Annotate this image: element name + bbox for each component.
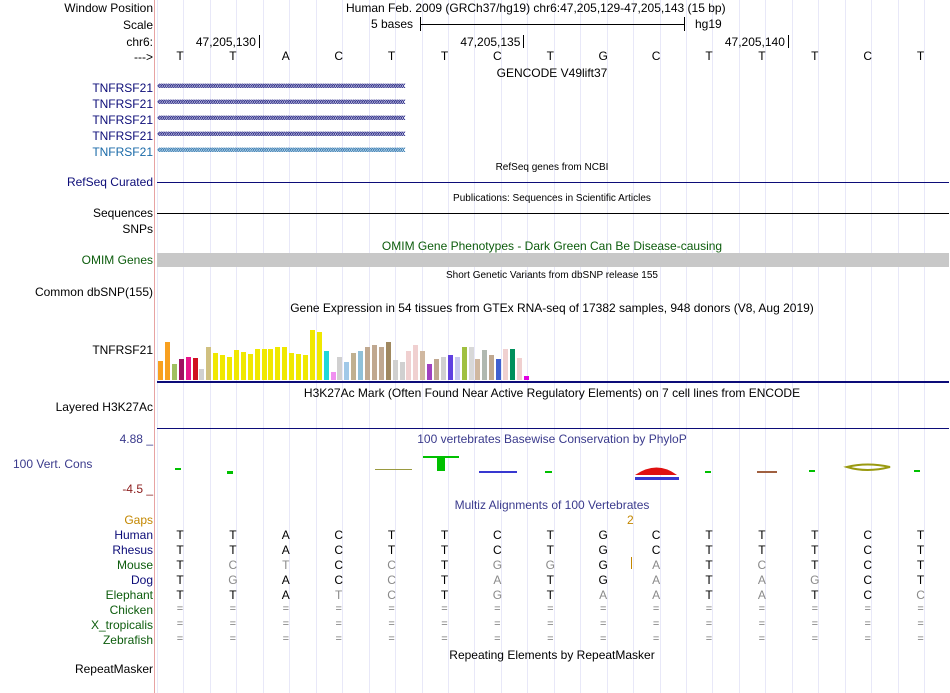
aligned-base: T	[811, 558, 819, 572]
phylop-max-label: 4.88 _	[119, 432, 153, 446]
reference-base: C	[493, 49, 502, 63]
gencode-gene-label[interactable]: TNFRSF21	[92, 145, 153, 159]
assembly-position-text: Human Feb. 2009 (GRCh37/hg19) chr6:47,205,129-47,205,143 (15 bp)	[346, 1, 726, 15]
aligned-base: T	[705, 543, 713, 557]
reference-base: T	[811, 49, 819, 63]
gtex-tissue-bar[interactable]	[489, 355, 494, 380]
aligned-base: A	[493, 573, 502, 587]
gtex-tissue-bar[interactable]	[496, 359, 501, 380]
aligned-base: A	[652, 558, 661, 572]
aligned-base: =	[335, 618, 342, 630]
phylop-wiggle[interactable]	[157, 450, 949, 486]
reference-base: G	[598, 49, 608, 63]
aligned-base: C	[916, 588, 925, 602]
gtex-tissue-bar[interactable]	[400, 362, 405, 380]
aligned-base: T	[176, 543, 184, 557]
aligned-base: T	[758, 543, 766, 557]
aligned-base: C	[651, 543, 661, 557]
aligned-base: =	[705, 633, 713, 645]
aligned-base: A	[652, 588, 661, 602]
gene-strand-arrows[interactable]: ‹‹‹‹‹‹‹‹‹‹‹‹‹‹‹‹‹‹‹‹‹‹‹‹‹‹‹‹‹‹‹‹‹‹‹‹‹‹‹‹‹‹‹‹‹‹‹‹‹‹‹‹‹‹‹‹‹‹‹‹‹‹‹‹‹‹‹‹‹‹‹‹‹‹‹‹‹‹‹‹‹‹‹‹‹‹‹‹‹‹‹‹‹‹‹‹‹‹‹‹‹‹‹‹‹‹‹‹‹‹‹‹‹‹‹‹‹‹‹‹‹‹‹‹‹‹‹‹‹‹‹‹‹‹‹‹‹‹‹‹	[157, 96, 404, 108]
gtex-tissue-bar[interactable]	[524, 376, 529, 380]
aligned-base: T	[335, 588, 343, 602]
sequences-label[interactable]: Sequences	[92, 206, 153, 220]
gtex-tissue-bar[interactable]	[282, 347, 287, 380]
ruler-tick	[788, 35, 789, 48]
reference-base: T	[440, 49, 449, 63]
aligned-base: C	[863, 528, 873, 542]
gencode-gene-label[interactable]: TNFRSF21	[92, 97, 153, 111]
aligned-base: T	[440, 543, 449, 557]
aligned-base: =	[864, 633, 871, 645]
gtex-tissue-bar[interactable]	[462, 347, 467, 380]
gtex-gene-line	[157, 381, 949, 383]
aligned-base: =	[494, 618, 501, 630]
phylop-mark	[635, 477, 679, 480]
gtex-tissue-bar[interactable]	[386, 342, 391, 380]
aligned-base: T	[705, 588, 713, 602]
aligned-base: G	[810, 573, 820, 587]
gtex-tissue-bar[interactable]	[482, 350, 487, 380]
aligned-base: =	[441, 603, 448, 615]
strand-label: --->	[134, 50, 153, 64]
gtex-tissue-bar[interactable]	[199, 369, 204, 380]
gtex-label[interactable]: TNFRSF21	[92, 343, 153, 357]
aligned-base: T	[546, 588, 554, 602]
gencode-gene-label[interactable]: TNFRSF21	[92, 129, 153, 143]
aligned-base: =	[388, 603, 395, 615]
gtex-tissue-bar[interactable]	[165, 342, 170, 380]
aligned-base: =	[547, 618, 554, 630]
ruler-tick-label: 47,205,130	[195, 35, 256, 49]
refseq-line[interactable]	[157, 182, 949, 183]
aligned-base: C	[863, 588, 873, 602]
aligned-base: T	[176, 558, 184, 572]
aligned-base: C	[651, 528, 661, 542]
gencode-title: GENCODE V49lift37	[496, 66, 608, 80]
aligned-base: T	[916, 558, 925, 572]
aligned-base: G	[545, 558, 555, 572]
species-label[interactable]: Chicken	[109, 603, 153, 617]
dbsnp-label[interactable]: Common dbSNP(155)	[34, 285, 153, 299]
ruler-tick	[523, 35, 524, 48]
aligned-base: =	[917, 618, 924, 630]
aligned-base: =	[494, 633, 501, 645]
gtex-tissue-bar[interactable]	[303, 355, 308, 380]
aligned-base: C	[387, 558, 396, 572]
aligned-base: =	[388, 618, 395, 630]
gtex-tissue-bar[interactable]	[337, 357, 342, 380]
snps-label[interactable]: SNPs	[122, 222, 153, 236]
h3k27ac-label[interactable]: Layered H3K27Ac	[55, 400, 153, 414]
species-label[interactable]: Mouse	[116, 558, 153, 572]
gtex-tissue-bar[interactable]	[510, 349, 515, 380]
aligned-base: A	[281, 573, 290, 587]
gtex-tissue-bar[interactable]	[213, 353, 218, 380]
gtex-tissue-bar[interactable]	[262, 349, 267, 380]
aligned-base: =	[441, 618, 448, 630]
reference-base: T	[387, 49, 396, 63]
aligned-base: =	[494, 603, 501, 615]
window-position-label: Window Position	[64, 1, 153, 15]
gtex-tissue-bar[interactable]	[406, 351, 411, 380]
publications-title: Publications: Sequences in Scientific Articles	[453, 193, 651, 204]
reference-base: C	[334, 49, 344, 63]
aligned-base: T	[546, 543, 554, 557]
aligned-base: T	[440, 558, 449, 572]
scale-label: Scale	[122, 18, 153, 32]
aligned-base: =	[229, 603, 237, 615]
aligned-base: G	[598, 543, 608, 557]
publications-line[interactable]	[157, 213, 949, 214]
aligned-base: =	[335, 603, 342, 615]
gtex-tissue-bar[interactable]	[268, 349, 273, 380]
omim-gene-bar[interactable]	[157, 253, 949, 267]
aligned-base: G	[598, 558, 608, 572]
phylop-mark	[375, 469, 412, 470]
aligned-base: C	[334, 558, 344, 572]
gtex-tissue-bar[interactable]	[413, 345, 418, 380]
aligned-base: G	[492, 588, 503, 602]
reference-base: T	[176, 49, 184, 63]
gtex-tissue-bar[interactable]	[344, 362, 349, 380]
aligned-base: C	[228, 558, 238, 572]
phylop-mark	[914, 470, 920, 472]
reference-base: C	[651, 49, 661, 63]
phylop-mark	[809, 470, 815, 472]
aligned-base: T	[916, 543, 925, 557]
gtex-tissue-bar[interactable]	[469, 347, 474, 380]
aligned-base: A	[757, 588, 766, 602]
gtex-tissue-bar[interactable]	[420, 351, 425, 380]
aligned-base: =	[599, 633, 607, 645]
aligned-base: =	[335, 633, 342, 645]
gtex-tissue-bar[interactable]	[503, 349, 508, 380]
repeatmasker-label[interactable]: RepeatMasker	[74, 662, 153, 676]
reference-base: A	[281, 49, 290, 63]
aligned-base: G	[598, 573, 608, 587]
gtex-tissue-bar[interactable]	[220, 355, 225, 380]
gene-strand-arrows[interactable]: ‹‹‹‹‹‹‹‹‹‹‹‹‹‹‹‹‹‹‹‹‹‹‹‹‹‹‹‹‹‹‹‹‹‹‹‹‹‹‹‹‹‹‹‹‹‹‹‹‹‹‹‹‹‹‹‹‹‹‹‹‹‹‹‹‹‹‹‹‹‹‹‹‹‹‹‹‹‹‹‹‹‹‹‹‹‹‹‹‹‹‹‹‹‹‹‹‹‹‹‹‹‹‹‹‹‹‹‹‹‹‹‹‹‹‹‹‹‹‹‹‹‹‹‹‹‹‹‹‹‹‹‹‹‹‹‹‹‹‹‹	[157, 112, 404, 124]
aligned-base: T	[811, 528, 819, 542]
phylop-mark	[479, 471, 517, 473]
aligned-base: =	[441, 633, 448, 645]
gtex-tissue-bar[interactable]	[172, 364, 177, 380]
aligned-base: C	[334, 528, 344, 542]
gtex-tissue-bar[interactable]	[234, 350, 239, 380]
aligned-base: T	[546, 528, 554, 542]
phylop-mark	[175, 468, 181, 470]
aligned-base: T	[758, 528, 766, 542]
aligned-base: C	[334, 543, 344, 557]
gtex-tissue-bar[interactable]	[324, 351, 329, 380]
gtex-tissue-bar[interactable]	[289, 353, 294, 380]
aligned-base: T	[440, 528, 449, 542]
reference-base: C	[863, 49, 873, 63]
phylop-title: 100 vertebrates Basewise Conservation by PhyloP	[417, 432, 687, 446]
aligned-base: =	[864, 618, 871, 630]
scale-bar-left-tick	[420, 17, 421, 31]
aligned-base: =	[758, 633, 766, 645]
aligned-base: T	[546, 573, 554, 587]
species-label[interactable]: Rhesus	[112, 543, 153, 557]
aligned-base: =	[758, 618, 766, 630]
species-label[interactable]: Dog	[130, 573, 153, 587]
aligned-base: =	[282, 633, 290, 645]
phylop-mark	[847, 465, 890, 471]
scale-bar-right-tick	[684, 17, 685, 31]
aligned-base: T	[811, 588, 819, 602]
phylop-mark	[545, 471, 552, 473]
h3k27ac-baseline	[157, 428, 949, 429]
gtex-tissue-bar[interactable]	[227, 357, 232, 380]
aligned-base: G	[598, 528, 608, 542]
species-label[interactable]: X_tropicalis	[90, 618, 153, 632]
aligned-base: =	[388, 633, 395, 645]
aligned-base: =	[176, 633, 184, 645]
aligned-base: =	[599, 618, 607, 630]
gaps-label[interactable]: Gaps	[124, 513, 153, 527]
aligned-base: =	[229, 618, 237, 630]
aligned-base: =	[229, 633, 237, 645]
aligned-base: A	[652, 573, 661, 587]
aligned-base: G	[492, 558, 503, 572]
aligned-base: T	[229, 528, 237, 542]
aligned-base: T	[811, 543, 819, 557]
aligned-base: A	[757, 573, 766, 587]
aligned-base: =	[705, 618, 713, 630]
gtex-tissue-bar[interactable]	[158, 361, 163, 380]
reference-base: T	[229, 49, 237, 63]
aligned-base: T	[387, 528, 396, 542]
gene-strand-arrows[interactable]: ‹‹‹‹‹‹‹‹‹‹‹‹‹‹‹‹‹‹‹‹‹‹‹‹‹‹‹‹‹‹‹‹‹‹‹‹‹‹‹‹‹‹‹‹‹‹‹‹‹‹‹‹‹‹‹‹‹‹‹‹‹‹‹‹‹‹‹‹‹‹‹‹‹‹‹‹‹‹‹‹‹‹‹‹‹‹‹‹‹‹‹‹‹‹‹‹‹‹‹‹‹‹‹‹‹‹‹‹‹‹‹‹‹‹‹‹‹‹‹‹‹‹‹‹‹‹‹‹‹‹‹‹‹‹‹‹‹‹‹‹	[157, 80, 404, 92]
gtex-tissue-bar[interactable]	[310, 330, 315, 380]
gtex-tissue-bar[interactable]	[255, 349, 260, 380]
aligned-base: =	[176, 603, 184, 615]
aligned-base: =	[705, 603, 713, 615]
gap-count: 2	[627, 513, 634, 527]
aligned-base: T	[916, 573, 925, 587]
aligned-base: C	[493, 543, 502, 557]
aligned-base: =	[282, 618, 290, 630]
phylop-label[interactable]: 100 Vert. Cons	[13, 457, 93, 471]
gtex-tissue-bar[interactable]	[351, 353, 356, 380]
aligned-base: G	[228, 573, 238, 587]
aligned-base: C	[334, 573, 344, 587]
label-column-border	[154, 0, 155, 693]
phylop-mark	[227, 471, 233, 474]
aligned-base: T	[176, 573, 184, 587]
aligned-base: T	[705, 558, 713, 572]
aligned-base: =	[811, 603, 819, 615]
aligned-base: C	[863, 573, 873, 587]
ruler-tick	[259, 35, 260, 48]
aligned-base: =	[811, 633, 819, 645]
gtex-tissue-bar[interactable]	[517, 358, 522, 380]
omim-label[interactable]: OMIM Genes	[81, 253, 153, 267]
gtex-tissue-bar[interactable]	[434, 359, 439, 380]
gtex-tissue-bar[interactable]	[365, 347, 370, 380]
h3k27ac-title: H3K27Ac Mark (Often Found Near Active Regulatory Elements) on 7 cell lines from ENCODE	[303, 386, 801, 400]
ruler-tick-label: 47,205,140	[724, 35, 785, 49]
aligned-base: A	[281, 528, 290, 542]
gene-strand-arrows[interactable]: ‹‹‹‹‹‹‹‹‹‹‹‹‹‹‹‹‹‹‹‹‹‹‹‹‹‹‹‹‹‹‹‹‹‹‹‹‹‹‹‹‹‹‹‹‹‹‹‹‹‹‹‹‹‹‹‹‹‹‹‹‹‹‹‹‹‹‹‹‹‹‹‹‹‹‹‹‹‹‹‹‹‹‹‹‹‹‹‹‹‹‹‹‹‹‹‹‹‹‹‹‹‹‹‹‹‹‹‹‹‹‹‹‹‹‹‹‹‹‹‹‹‹‹‹‹‹‹‹‹‹‹‹‹‹‹‹‹‹‹‹	[157, 144, 404, 156]
gtex-tissue-bar[interactable]	[393, 360, 398, 380]
gtex-tissue-bar[interactable]	[379, 347, 384, 380]
phylop-mark	[757, 471, 777, 473]
aligned-base: T	[176, 588, 184, 602]
aligned-base: =	[176, 618, 184, 630]
aligned-base: T	[282, 558, 290, 572]
aligned-base: T	[916, 528, 925, 542]
aligned-base: T	[440, 573, 449, 587]
aligned-base: T	[176, 528, 184, 542]
gtex-tissue-bar[interactable]	[193, 358, 198, 380]
aligned-base: C	[863, 558, 873, 572]
dbsnp-title: Short Genetic Variants from dbSNP release 155	[446, 270, 658, 281]
refseq-label[interactable]: RefSeq Curated	[66, 175, 153, 189]
species-label[interactable]: Zebrafish	[102, 633, 153, 647]
omim-title: OMIM Gene Phenotypes - Dark Green Can Be Disease-causing	[381, 239, 723, 253]
reference-base: T	[546, 49, 554, 63]
aligned-base: =	[282, 603, 290, 615]
chrom-label: chr6:	[126, 35, 153, 49]
aligned-base: T	[705, 573, 713, 587]
species-label[interactable]: Human	[114, 528, 153, 542]
reference-base: T	[705, 49, 713, 63]
aligned-base: A	[281, 588, 290, 602]
gtex-tissue-bar[interactable]	[275, 347, 280, 380]
gtex-tissue-bar[interactable]	[448, 355, 453, 380]
gtex-tissue-bar[interactable]	[248, 354, 253, 380]
gtex-tissue-bar[interactable]	[475, 359, 480, 380]
aligned-base: A	[599, 588, 608, 602]
aligned-base: =	[547, 603, 554, 615]
reference-base: T	[916, 49, 925, 63]
gtex-tissue-bar[interactable]	[427, 364, 432, 380]
aligned-base: =	[864, 603, 871, 615]
gtex-tissue-bar[interactable]	[331, 372, 336, 380]
gtex-tissue-bar[interactable]	[317, 332, 322, 380]
phylop-mark	[423, 456, 459, 471]
aligned-base: T	[229, 543, 237, 557]
aligned-base: T	[387, 543, 396, 557]
aligned-base: C	[387, 573, 396, 587]
gtex-tissue-bar[interactable]	[296, 354, 301, 380]
species-label[interactable]: Elephant	[105, 588, 153, 602]
gtex-tissue-bar[interactable]	[372, 345, 377, 380]
gencode-gene-label[interactable]: TNFRSF21	[92, 81, 153, 95]
aligned-base: =	[811, 618, 819, 630]
aligned-base: =	[917, 603, 924, 615]
gencode-gene-label[interactable]: TNFRSF21	[92, 113, 153, 127]
gtex-tissue-bar[interactable]	[241, 352, 246, 380]
phylop-mark	[705, 471, 711, 473]
repeatmasker-title: Repeating Elements by RepeatMasker	[449, 648, 655, 662]
aligned-base: =	[652, 618, 660, 630]
gap-marker	[631, 557, 632, 569]
gtex-title: Gene Expression in 54 tissues from GTEx RNA-seq of 17382 samples, 948 donors (V8, Aug 2019)	[290, 301, 814, 315]
multiz-title: Multiz Alignments of 100 Vertebrates	[454, 498, 650, 512]
aligned-base: C	[757, 558, 767, 572]
aligned-base: =	[917, 633, 924, 645]
phylop-mark	[635, 468, 677, 476]
gtex-tissue-bar[interactable]	[441, 357, 446, 380]
gtex-tissue-bar[interactable]	[186, 357, 191, 380]
ruler-tick-label: 47,205,135	[460, 35, 521, 49]
aligned-base: C	[493, 528, 502, 542]
aligned-base: C	[387, 588, 396, 602]
aligned-base: =	[599, 603, 607, 615]
gene-strand-arrows[interactable]: ‹‹‹‹‹‹‹‹‹‹‹‹‹‹‹‹‹‹‹‹‹‹‹‹‹‹‹‹‹‹‹‹‹‹‹‹‹‹‹‹‹‹‹‹‹‹‹‹‹‹‹‹‹‹‹‹‹‹‹‹‹‹‹‹‹‹‹‹‹‹‹‹‹‹‹‹‹‹‹‹‹‹‹‹‹‹‹‹‹‹‹‹‹‹‹‹‹‹‹‹‹‹‹‹‹‹‹‹‹‹‹‹‹‹‹‹‹‹‹‹‹‹‹‹‹‹‹‹‹‹‹‹‹‹‹‹‹‹‹‹	[157, 128, 404, 140]
gtex-tissue-bar[interactable]	[179, 359, 184, 380]
gtex-tissue-bar[interactable]	[455, 357, 460, 380]
gtex-tissue-bar[interactable]	[358, 351, 363, 380]
scale-db: hg19	[695, 17, 722, 31]
aligned-base: =	[652, 603, 660, 615]
aligned-base: C	[863, 543, 873, 557]
aligned-base: T	[229, 588, 237, 602]
phylop-min-label: -4.5 _	[122, 482, 153, 496]
aligned-base: A	[281, 543, 290, 557]
aligned-base: =	[547, 633, 554, 645]
aligned-base: T	[705, 528, 713, 542]
refseq-title: RefSeq genes from NCBI	[495, 162, 609, 173]
aligned-base: =	[652, 633, 660, 645]
scale-bar	[420, 24, 685, 25]
gtex-tissue-bar[interactable]	[206, 347, 211, 380]
aligned-base: T	[440, 588, 449, 602]
scale-text: 5 bases	[371, 17, 414, 31]
reference-base: T	[758, 49, 766, 63]
aligned-base: =	[758, 603, 766, 615]
